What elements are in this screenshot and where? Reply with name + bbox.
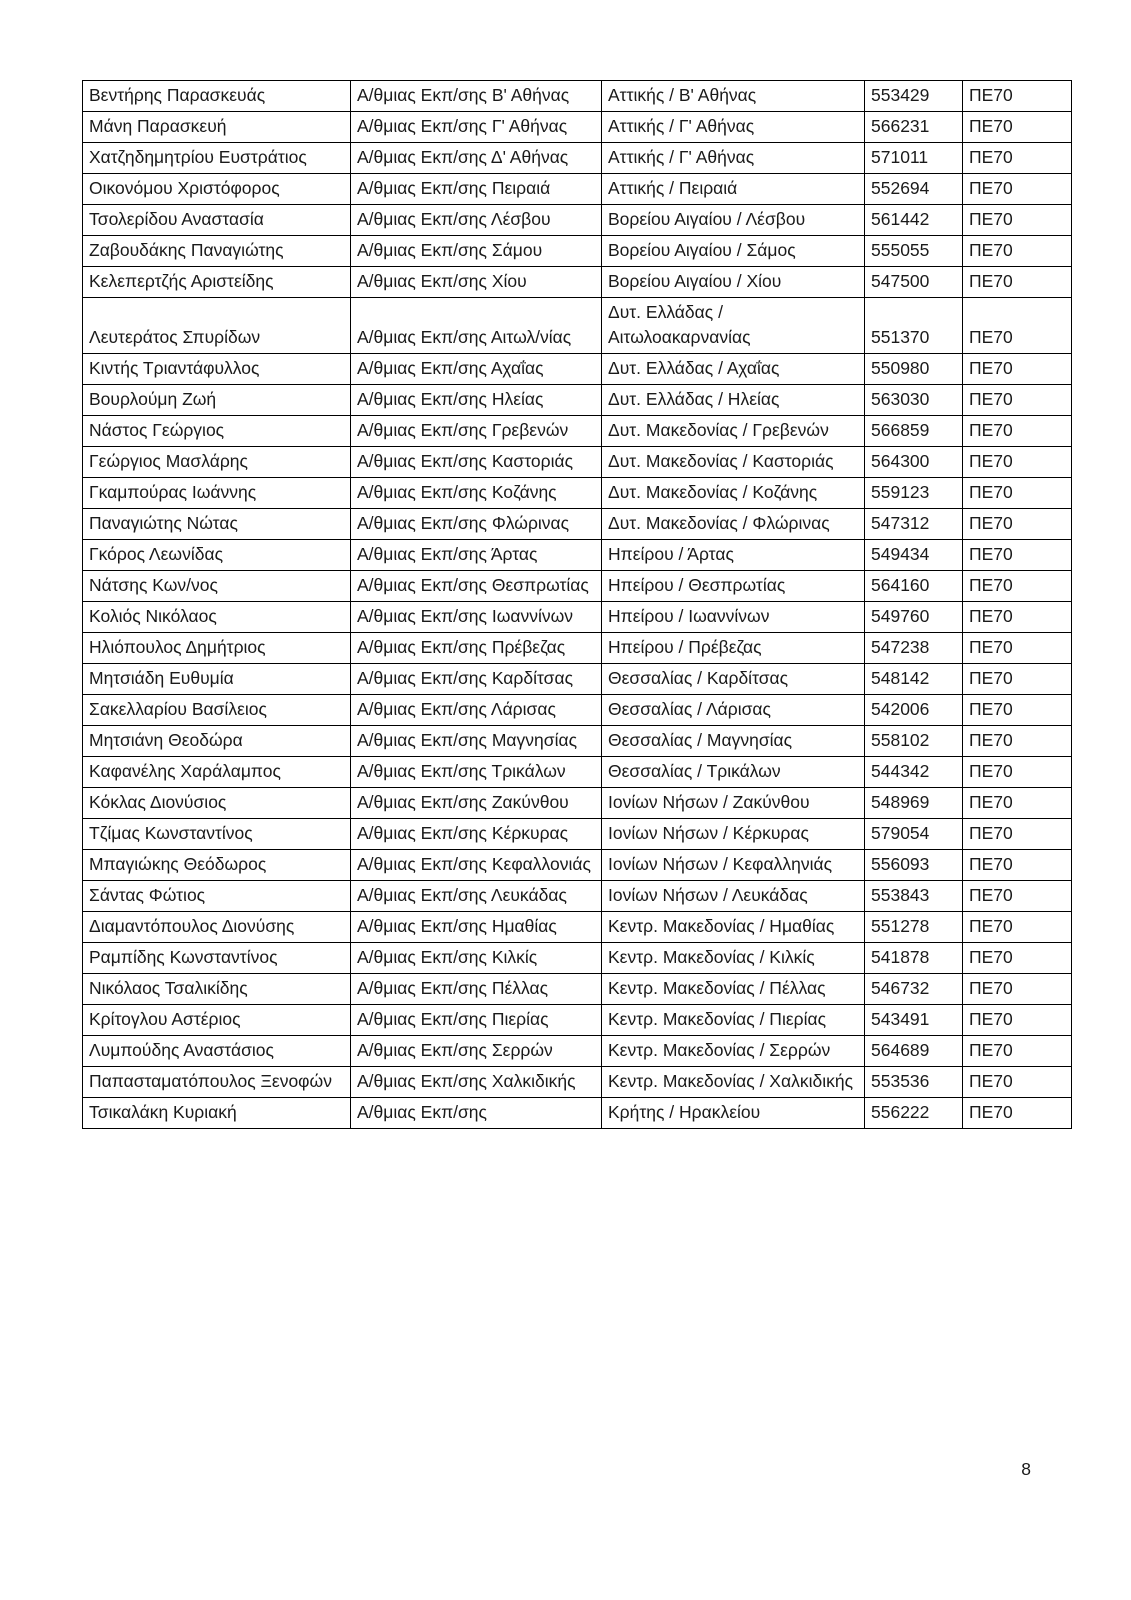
cell-directorate: Α/θμιας Εκπ/σης Αχαΐας [351,354,602,385]
cell-region: Κεντρ. Μακεδονίας / Σερρών [602,1036,865,1067]
cell-code: 563030 [865,385,963,416]
cell-teacher-name: Μάνη Παρασκευή [83,112,351,143]
cell-code: 546732 [865,974,963,1005]
cell-code: 564300 [865,447,963,478]
cell-specialty: ΠΕ70 [963,571,1072,602]
cell-teacher-name: Λυμπούδης Αναστάσιος [83,1036,351,1067]
cell-directorate: Α/θμιας Εκπ/σης Τρικάλων [351,757,602,788]
cell-code: 548142 [865,664,963,695]
table-row [83,385,1072,416]
cell-teacher-name: Σάντας Φώτιος [83,881,351,912]
table-row [83,1005,1072,1036]
cell-region: Κεντρ. Μακεδονίας / Χαλκιδικής [602,1067,865,1098]
cell-specialty: ΠΕ70 [963,540,1072,571]
cell-code: 559123 [865,478,963,509]
table-row [83,1098,1072,1129]
cell-region: Ιονίων Νήσων / Ζακύνθου [602,788,865,819]
cell-teacher-name: Ηλιόπουλος Δημήτριος [83,633,351,664]
cell-specialty: ΠΕ70 [963,602,1072,633]
cell-region: Κεντρ. Μακεδονίας / Ημαθίας [602,912,865,943]
cell-teacher-name: Κόκλας Διονύσιος [83,788,351,819]
cell-directorate: Α/θμιας Εκπ/σης Καρδίτσας [351,664,602,695]
cell-directorate: Α/θμιας Εκπ/σης Λάρισας [351,695,602,726]
table-row [83,174,1072,205]
cell-teacher-name: Καφανέλης Χαράλαμπος [83,757,351,788]
table-row [83,509,1072,540]
table-row [83,416,1072,447]
table-row [83,447,1072,478]
table-row [83,757,1072,788]
cell-specialty: ΠΕ70 [963,236,1072,267]
cell-directorate: Α/θμιας Εκπ/σης Κοζάνης [351,478,602,509]
cell-teacher-name: Παναγιώτης Νώτας [83,509,351,540]
cell-region: Αττικής / Γ' Αθήνας [602,143,865,174]
cell-code: 547500 [865,267,963,298]
cell-teacher-name: Κρίτογλου Αστέριος [83,1005,351,1036]
cell-code: 571011 [865,143,963,174]
table-row [83,143,1072,174]
cell-directorate: Α/θμιας Εκπ/σης Γ' Αθήνας [351,112,602,143]
cell-teacher-name: Τζίμας Κωνσταντίνος [83,819,351,850]
cell-teacher-name: Τσολερίδου Αναστασία [83,205,351,236]
cell-code: 549760 [865,602,963,633]
cell-region: Ηπείρου / Θεσπρωτίας [602,571,865,602]
cell-code: 564689 [865,1036,963,1067]
cell-specialty: ΠΕ70 [963,385,1072,416]
cell-directorate: Α/θμιας Εκπ/σης Αιτωλ/νίας [351,298,602,354]
page-number: 8 [1021,1459,1031,1479]
cell-directorate: Α/θμιας Εκπ/σης Σερρών [351,1036,602,1067]
cell-teacher-name: Σακελλαρίου Βασίλειος [83,695,351,726]
cell-directorate: Α/θμιας Εκπ/σης Β' Αθήνας [351,81,602,112]
cell-teacher-name: Διαμαντόπουλος Διονύσης [83,912,351,943]
cell-region: Κρήτης / Ηρακλείου [602,1098,865,1129]
table-row [83,236,1072,267]
cell-specialty: ΠΕ70 [963,788,1072,819]
cell-region: Ηπείρου / Ιωαννίνων [602,602,865,633]
cell-specialty: ΠΕ70 [963,850,1072,881]
cell-directorate: Α/θμιας Εκπ/σης Πειραιά [351,174,602,205]
cell-region: Ιονίων Νήσων / Λευκάδας [602,881,865,912]
table-row [83,81,1072,112]
table-row [83,819,1072,850]
cell-code: 547312 [865,509,963,540]
cell-specialty: ΠΕ70 [963,633,1072,664]
table-row [83,602,1072,633]
cell-directorate: Α/θμιας Εκπ/σης Άρτας [351,540,602,571]
cell-teacher-name: Βουρλούμη Ζωή [83,385,351,416]
table-row [83,912,1072,943]
cell-directorate: Α/θμιας Εκπ/σης Μαγνησίας [351,726,602,757]
cell-region: Δυτ. Μακεδονίας / Γρεβενών [602,416,865,447]
cell-region: Κεντρ. Μακεδονίας / Πέλλας [602,974,865,1005]
cell-specialty: ΠΕ70 [963,881,1072,912]
cell-teacher-name: Γκόρος Λεωνίδας [83,540,351,571]
cell-specialty: ΠΕ70 [963,416,1072,447]
table-row [83,664,1072,695]
cell-specialty: ΠΕ70 [963,912,1072,943]
cell-teacher-name: Οικονόμου Χριστόφορος [83,174,351,205]
cell-teacher-name: Κελεπερτζής Αριστείδης [83,267,351,298]
cell-code: 553429 [865,81,963,112]
cell-directorate: Α/θμιας Εκπ/σης Χαλκιδικής [351,1067,602,1098]
table-row [83,267,1072,298]
cell-teacher-name: Παπασταματόπουλος Ξενοφών [83,1067,351,1098]
cell-directorate: Α/θμιας Εκπ/σης Κιλκίς [351,943,602,974]
cell-teacher-name: Μπαγιώκης Θεόδωρος [83,850,351,881]
table-row [83,695,1072,726]
cell-region: Θεσσαλίας / Μαγνησίας [602,726,865,757]
cell-code: 551278 [865,912,963,943]
table-row [83,943,1072,974]
cell-specialty: ΠΕ70 [963,354,1072,385]
cell-code: 542006 [865,695,963,726]
cell-specialty: ΠΕ70 [963,974,1072,1005]
cell-directorate: Α/θμιας Εκπ/σης Πέλλας [351,974,602,1005]
cell-region: Αττικής / Β' Αθήνας [602,81,865,112]
cell-code: 558102 [865,726,963,757]
cell-directorate: Α/θμιας Εκπ/σης Ιωαννίνων [351,602,602,633]
cell-teacher-name: Βεντήρης Παρασκευάς [83,81,351,112]
cell-specialty: ΠΕ70 [963,81,1072,112]
cell-teacher-name: Γκαμπούρας Ιωάννης [83,478,351,509]
cell-specialty: ΠΕ70 [963,447,1072,478]
cell-teacher-name: Νάστος Γεώργιος [83,416,351,447]
cell-teacher-name: Κολιός Νικόλαος [83,602,351,633]
cell-directorate: Α/θμιας Εκπ/σης Ηλείας [351,385,602,416]
cell-code: 566231 [865,112,963,143]
cell-specialty: ΠΕ70 [963,726,1072,757]
table-body [83,81,1072,1129]
cell-specialty: ΠΕ70 [963,112,1072,143]
cell-teacher-name: Ραμπίδης Κωνσταντίνος [83,943,351,974]
cell-code: 564160 [865,571,963,602]
cell-specialty: ΠΕ70 [963,943,1072,974]
cell-region: Βορείου Αιγαίου / Χίου [602,267,865,298]
cell-directorate: Α/θμιας Εκπ/σης Πρέβεζας [351,633,602,664]
table-row [83,540,1072,571]
cell-specialty: ΠΕ70 [963,143,1072,174]
cell-directorate: Α/θμιας Εκπ/σης Ζακύνθου [351,788,602,819]
cell-region: Βορείου Αιγαίου / Λέσβου [602,205,865,236]
cell-code: 543491 [865,1005,963,1036]
cell-code: 541878 [865,943,963,974]
cell-specialty: ΠΕ70 [963,509,1072,540]
cell-region: Θεσσαλίας / Καρδίτσας [602,664,865,695]
cell-specialty: ΠΕ70 [963,757,1072,788]
cell-directorate: Α/θμιας Εκπ/σης Λευκάδας [351,881,602,912]
cell-region: Δυτ. Μακεδονίας / Φλώρινας [602,509,865,540]
cell-directorate: Α/θμιας Εκπ/σης Σάμου [351,236,602,267]
table-row [83,112,1072,143]
cell-teacher-name: Μητσιάδη Ευθυμία [83,664,351,695]
cell-code: 549434 [865,540,963,571]
cell-code: 566859 [865,416,963,447]
cell-specialty: ΠΕ70 [963,1036,1072,1067]
cell-directorate: Α/θμιας Εκπ/σης [351,1098,602,1129]
cell-directorate: Α/θμιας Εκπ/σης Καστοριάς [351,447,602,478]
cell-specialty: ΠΕ70 [963,1098,1072,1129]
cell-specialty: ΠΕ70 [963,695,1072,726]
cell-region: Θεσσαλίας / Λάρισας [602,695,865,726]
table-row [83,571,1072,602]
cell-code: 553536 [865,1067,963,1098]
cell-specialty: ΠΕ70 [963,478,1072,509]
cell-directorate: Α/θμιας Εκπ/σης Κέρκυρας [351,819,602,850]
cell-teacher-name: Γεώργιος Μασλάρης [83,447,351,478]
cell-code: 548969 [865,788,963,819]
table-row [83,633,1072,664]
cell-teacher-name: Χατζηδημητρίου Ευστράτιος [83,143,351,174]
cell-teacher-name: Νάτσης Κων/νος [83,571,351,602]
table-row [83,354,1072,385]
cell-region: Αττικής / Γ' Αθήνας [602,112,865,143]
cell-specialty: ΠΕ70 [963,819,1072,850]
cell-teacher-name: Ζαβουδάκης Παναγιώτης [83,236,351,267]
cell-specialty: ΠΕ70 [963,664,1072,695]
cell-code: 553843 [865,881,963,912]
cell-region: Κεντρ. Μακεδονίας / Κιλκίς [602,943,865,974]
cell-teacher-name: Λευτεράτος Σπυρίδων [83,298,351,354]
table-row [83,850,1072,881]
cell-code: 551370 [865,298,963,354]
cell-region: Ιονίων Νήσων / Κέρκυρας [602,819,865,850]
cell-directorate: Α/θμιας Εκπ/σης Γρεβενών [351,416,602,447]
cell-directorate: Α/θμιας Εκπ/σης Ημαθίας [351,912,602,943]
table-row [83,298,1072,354]
cell-region: Δυτ. Μακεδονίας / Κοζάνης [602,478,865,509]
table-row [83,1036,1072,1067]
cell-region: Ηπείρου / Άρτας [602,540,865,571]
cell-directorate: Α/θμιας Εκπ/σης Δ' Αθήνας [351,143,602,174]
cell-code: 556093 [865,850,963,881]
cell-specialty: ΠΕ70 [963,174,1072,205]
cell-code: 556222 [865,1098,963,1129]
cell-directorate: Α/θμιας Εκπ/σης Λέσβου [351,205,602,236]
cell-teacher-name: Νικόλαος Τσαλικίδης [83,974,351,1005]
cell-directorate: Α/θμιας Εκπ/σης Πιερίας [351,1005,602,1036]
cell-directorate: Α/θμιας Εκπ/σης Φλώρινας [351,509,602,540]
cell-code: 547238 [865,633,963,664]
cell-region: Θεσσαλίας / Τρικάλων [602,757,865,788]
cell-directorate: Α/θμιας Εκπ/σης Κεφαλλονιάς [351,850,602,881]
cell-specialty: ΠΕ70 [963,267,1072,298]
table-row [83,788,1072,819]
cell-region: Δυτ. Ελλάδας / Αιτωλοακαρνανίας [602,298,865,354]
cell-specialty: ΠΕ70 [963,205,1072,236]
cell-region: Αττικής / Πειραιά [602,174,865,205]
table-row [83,881,1072,912]
cell-region: Δυτ. Ελλάδας / Ηλείας [602,385,865,416]
cell-code: 579054 [865,819,963,850]
cell-teacher-name: Μητσιάνη Θεοδώρα [83,726,351,757]
table-row [83,726,1072,757]
teacher-roster-table [82,80,1072,1129]
cell-code: 544342 [865,757,963,788]
cell-teacher-name: Τσικαλάκη Κυριακή [83,1098,351,1129]
cell-code: 552694 [865,174,963,205]
cell-region: Κεντρ. Μακεδονίας / Πιερίας [602,1005,865,1036]
cell-directorate: Α/θμιας Εκπ/σης Θεσπρωτίας [351,571,602,602]
cell-specialty: ΠΕ70 [963,1067,1072,1098]
cell-directorate: Α/θμιας Εκπ/σης Χίου [351,267,602,298]
cell-region: Ιονίων Νήσων / Κεφαλληνιάς [602,850,865,881]
table-row [83,478,1072,509]
cell-teacher-name: Κιντής Τριαντάφυλλος [83,354,351,385]
cell-region: Δυτ. Μακεδονίας / Καστοριάς [602,447,865,478]
table-row [83,974,1072,1005]
cell-code: 555055 [865,236,963,267]
cell-code: 561442 [865,205,963,236]
cell-region: Δυτ. Ελλάδας / Αχαΐας [602,354,865,385]
cell-code: 550980 [865,354,963,385]
table-row [83,205,1072,236]
cell-region: Βορείου Αιγαίου / Σάμος [602,236,865,267]
cell-specialty: ΠΕ70 [963,1005,1072,1036]
cell-region: Ηπείρου / Πρέβεζας [602,633,865,664]
cell-specialty: ΠΕ70 [963,298,1072,354]
table-row [83,1067,1072,1098]
